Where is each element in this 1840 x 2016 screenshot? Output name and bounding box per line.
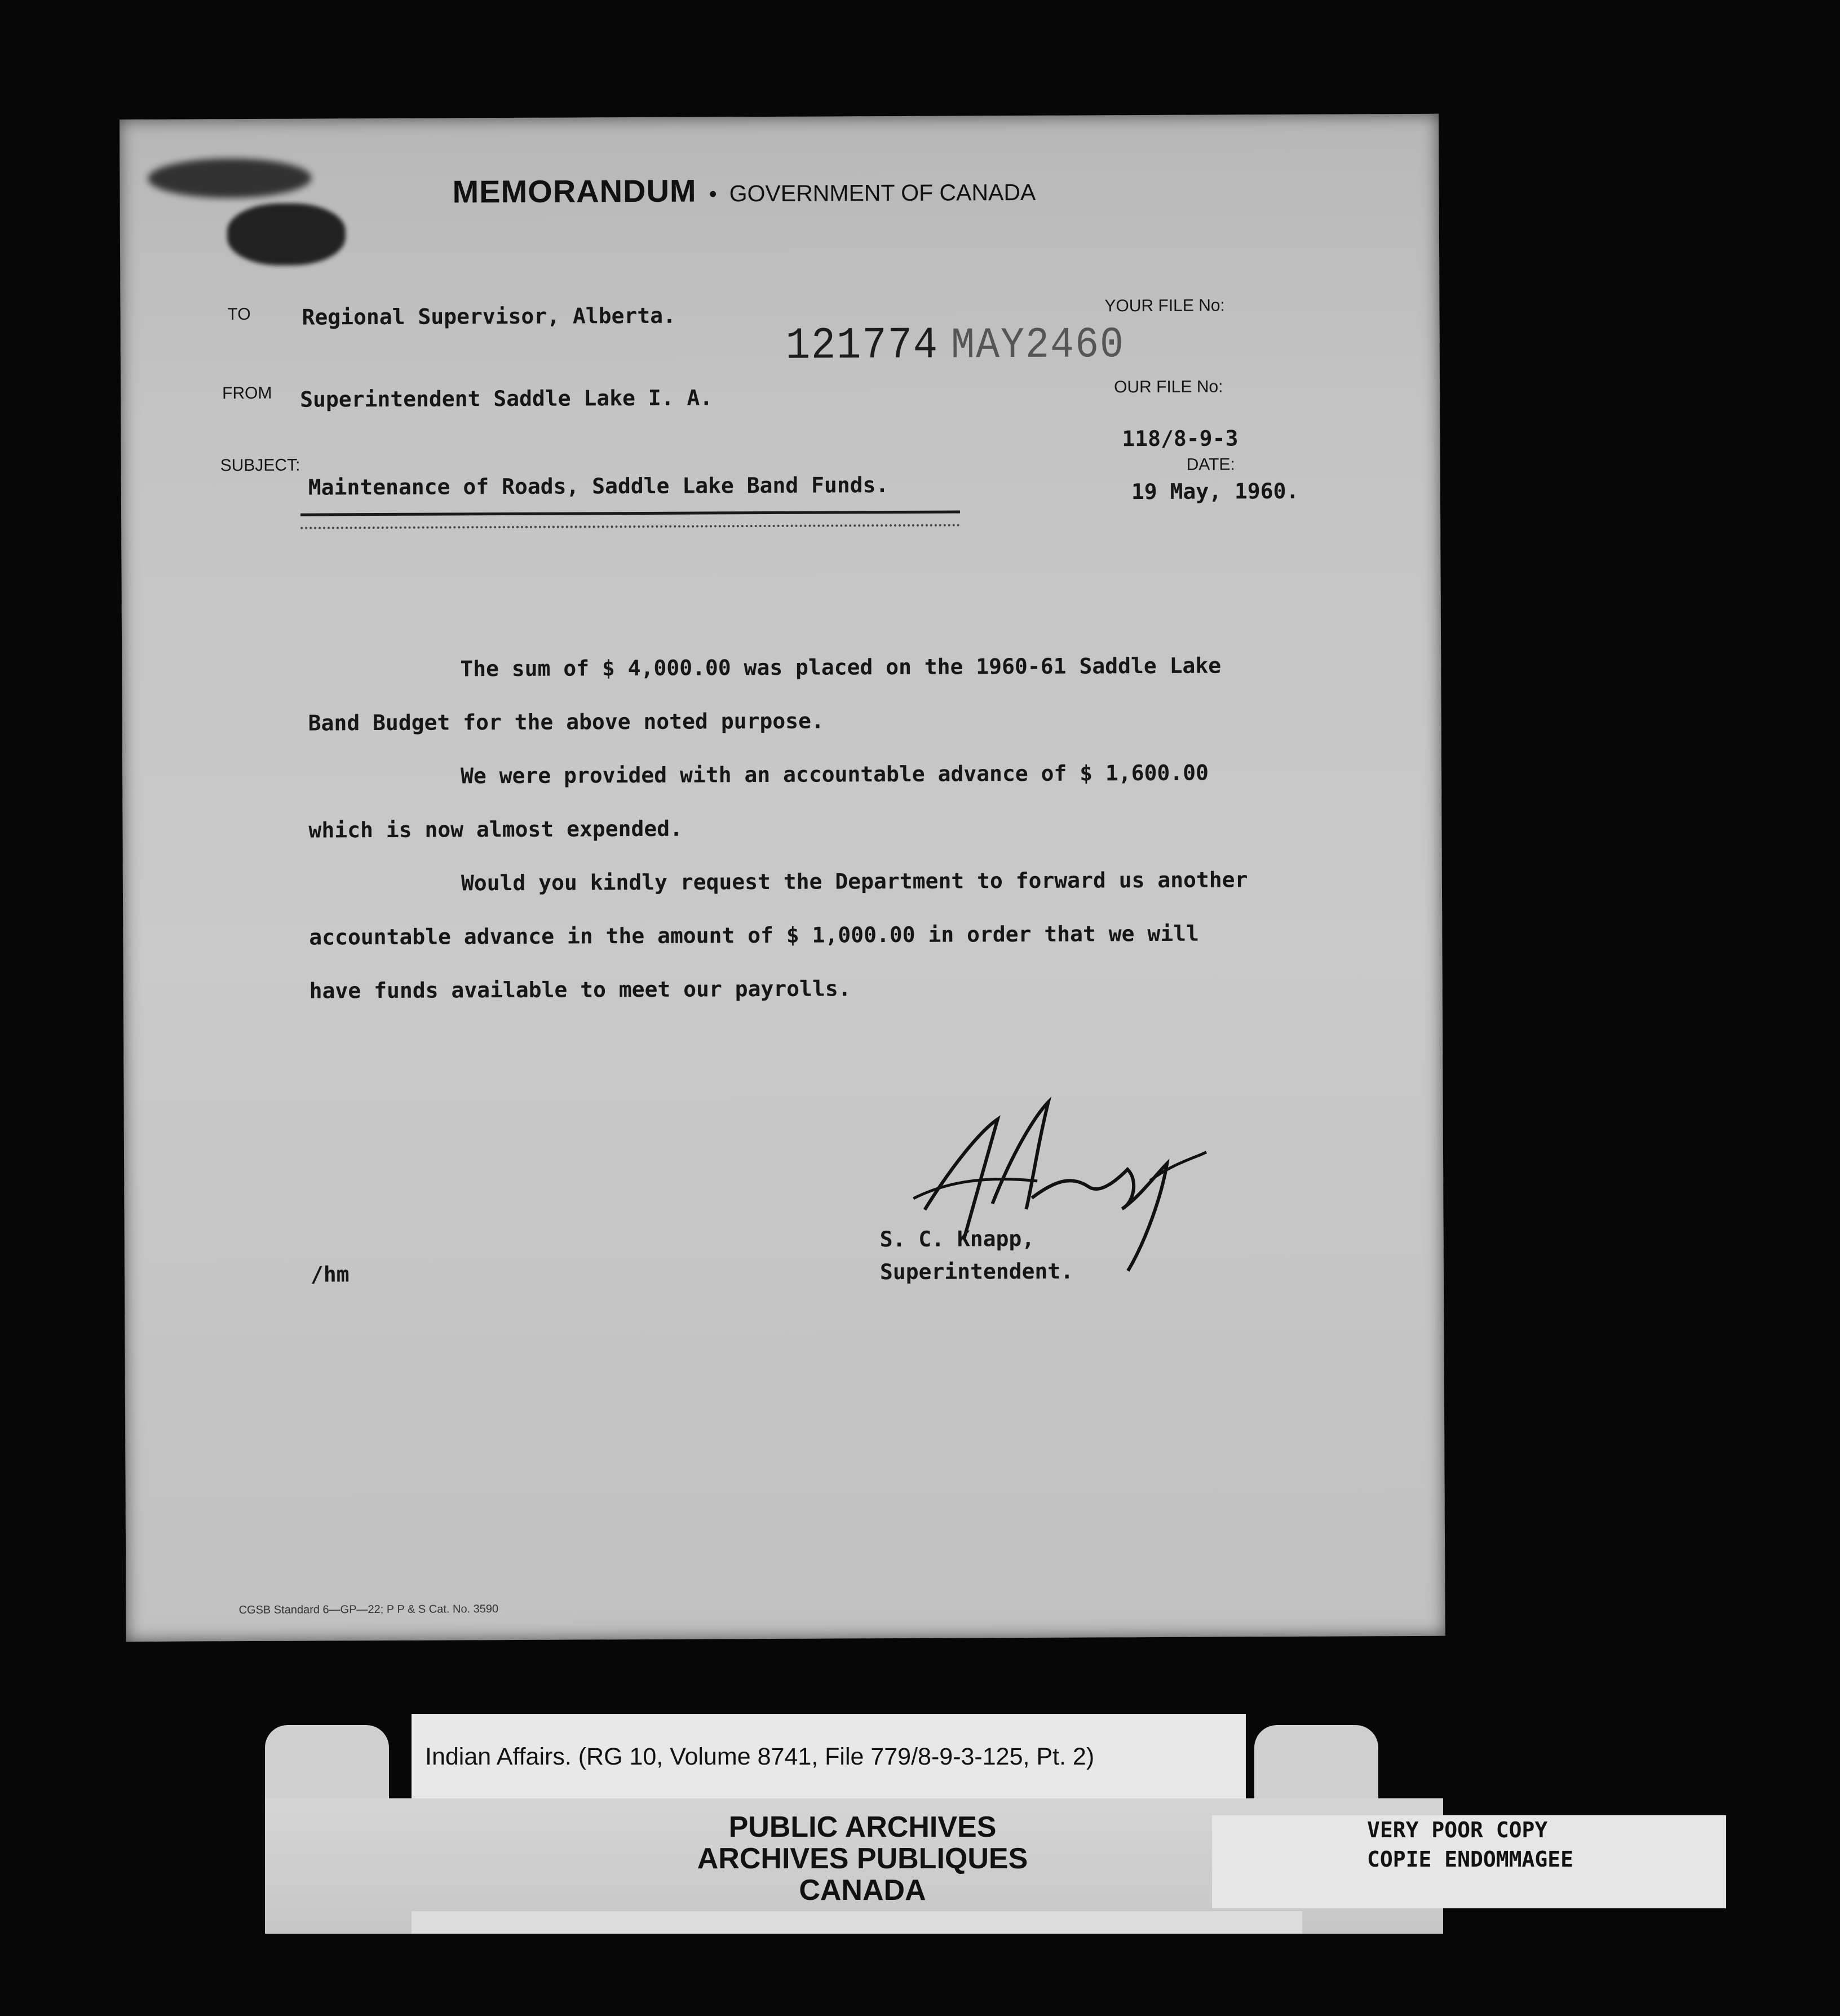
archive-tab-left [265,1725,389,1804]
header-separator: • [709,182,717,207]
agency-name: GOVERNMENT OF CANADA [729,179,1036,207]
from-value: Superintendent Saddle Lake I. A. [300,385,713,412]
to-value: Regional Supervisor, Alberta. [302,303,676,330]
body-line: The sum of $ 4,000.00 was placed on the 1960-61 Saddle Lake [460,653,1222,682]
archive-line: PUBLIC ARCHIVES [728,1811,997,1843]
archive-tab-right [1254,1725,1378,1804]
stamp-date: MAY2460 [950,321,1125,371]
archive-reference-card [412,1714,1246,1798]
memo-title: MEMORANDUM [452,173,697,210]
archive-bottom-strip [412,1911,1302,1934]
archive-stamp [592,1811,1133,1906]
body-line: We were provided with an accountable advance of $ 1,600.00 [460,760,1209,789]
body-line: have funds available to meet our payrolls. [309,976,851,1003]
memo-body [308,638,1403,1018]
condition-label [1367,1815,1573,1874]
signatory-title: Superintendent. [879,1258,1074,1285]
archive-line: ARCHIVES PUBLIQUES [697,1842,1028,1875]
subject-label: SUBJECT: [220,456,300,475]
signatory-name: S. C. Knapp, [879,1226,1035,1252]
form-footer: CGSB Standard 6—GP—22; P P & S Cat. No. 3590 [238,1603,499,1617]
memo-header [452,171,1036,210]
date-value: 19 May, 1960. [1131,478,1299,505]
ink-smudge [227,203,346,266]
archive-line: CANADA [799,1874,926,1907]
body-line: accountable advance in the amount of $ 1,000.00 in order that we will [309,921,1199,950]
our-file-label: OUR FILE No: [1114,377,1223,397]
subject-value: Maintenance of Roads, Saddle Lake Band Funds. [308,472,889,500]
archive-reference: Indian Affairs. (RG 10, Volume 8741, File 779/8-9-3-125, Pt. 2) [425,1743,1095,1770]
condition-fr: COPIE ENDOMMAGEE [1367,1847,1574,1872]
typist-initials: /hm [310,1262,350,1287]
memorandum-page [120,114,1445,1642]
body-line: Would you kindly request the Department to forward us another [461,867,1248,896]
your-file-label: YOUR FILE No: [1104,296,1225,316]
ink-smudge [148,158,311,198]
subject-underline [300,511,960,516]
received-stamp [786,319,1125,372]
date-label: DATE: [1186,455,1235,474]
stamp-number: 121774 [785,320,939,372]
condition-en: VERY POOR COPY [1367,1818,1548,1842]
our-file-value: 118/8-9-3 [1122,426,1239,452]
from-label: FROM [222,383,272,403]
to-label: TO [227,304,251,324]
dotted-separator [300,524,960,529]
body-line: Band Budget for the above noted purpose. [308,708,824,736]
body-line: which is now almost expended. [308,816,683,843]
